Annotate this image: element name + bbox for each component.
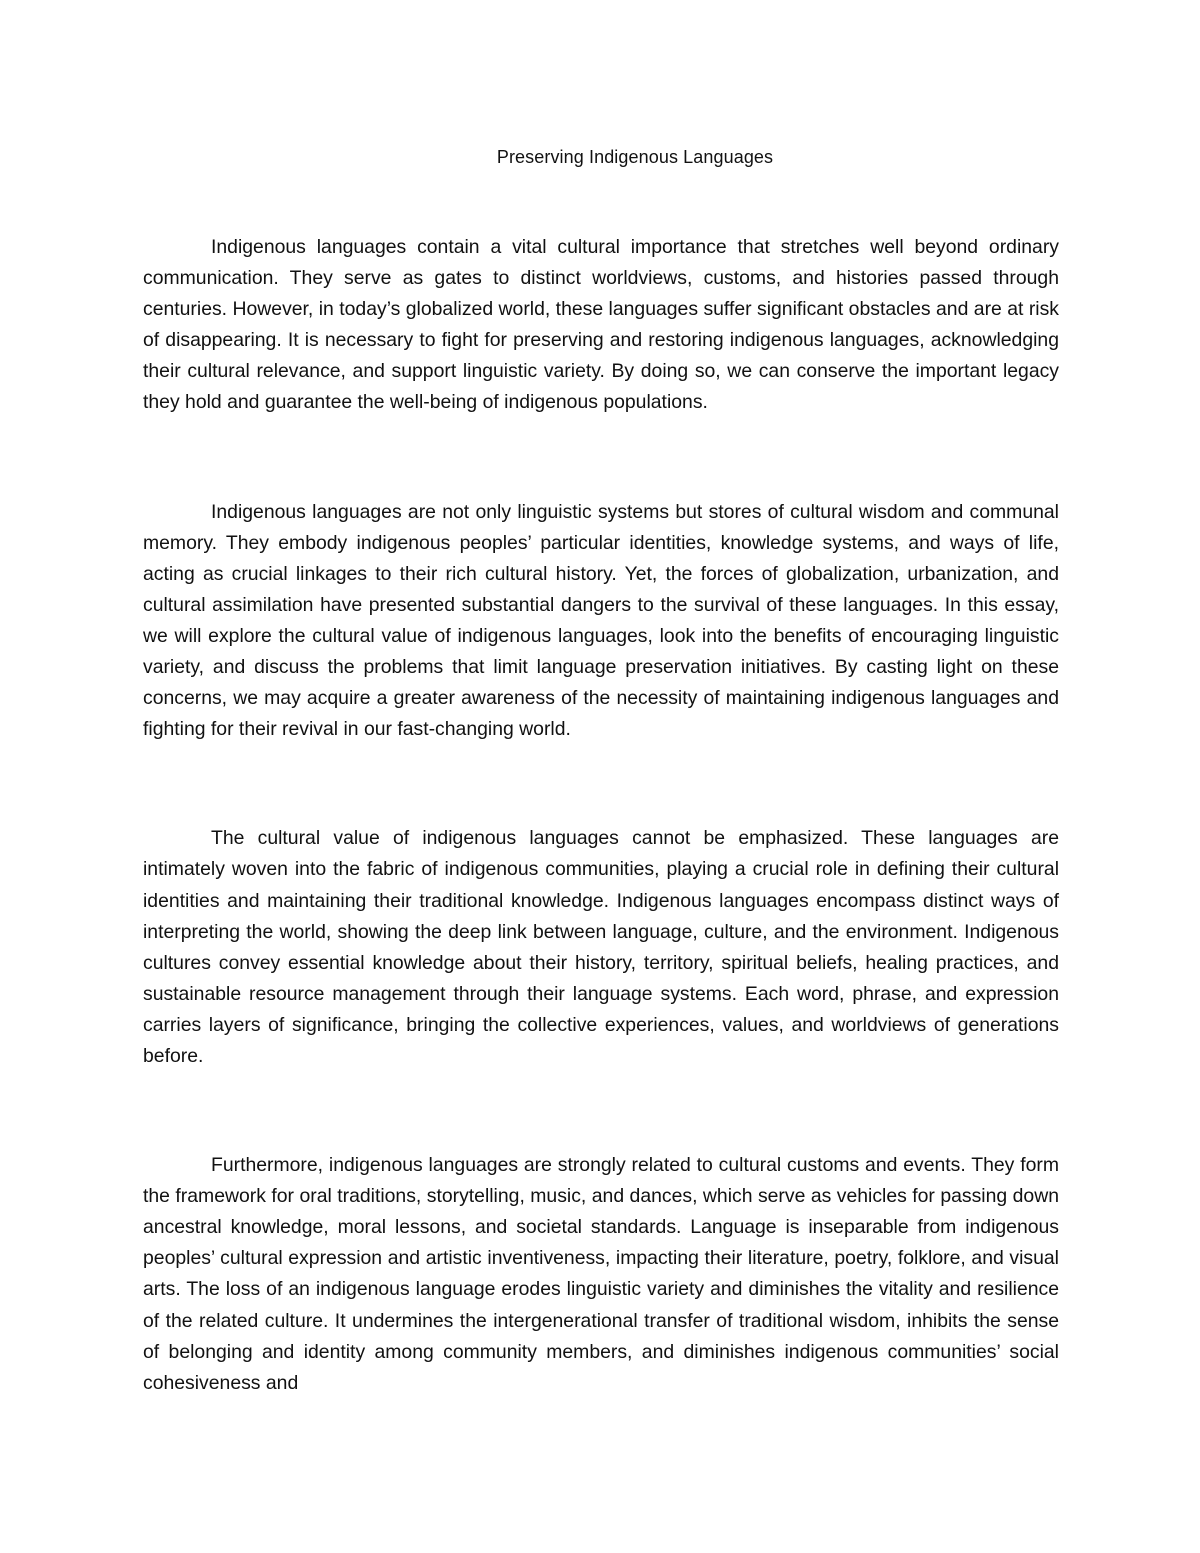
paragraph-1: Indigenous languages contain a vital cultural importance that stretches well beyond ordinary communication. They serve as gates to distinct worldviews, customs, and histories passed through centuries. However, in today’s globalized world, these languages suffer significant obstacles and are at risk of disappearing. It is necessary to fight for preserving and restoring indigenous languages, acknowledging their cultural relevance, and support linguistic variety. By doing so, we can conserve the important legacy they hold and guarantee the well-being of indigenous populations. bbox=[143, 236, 1059, 414]
paragraph-4: Furthermore, indigenous languages are strongly related to cultural customs and events. They form the framework for oral traditions, storytelling, music, and dances, which serve as vehicles for passing down ancestral knowledge, moral lessons, and societal standards. Language is inseparable from indigenous peoples’ cultural expression and artistic inventiveness, impacting their literature, poetry, folklore, and visual arts. The loss of an indigenous language erodes linguistic variety and diminishes the vitality and resilience of the related culture. It undermines the intergenerational transfer of traditional wisdom, inhibits the sense of belonging and identity among community members, and diminishes indigenous communities’ social cohesiveness and bbox=[143, 1154, 1059, 1394]
paragraph-3: The cultural value of indigenous languages cannot be emphasized. These languages are intimately woven into the fabric of indigenous communities, playing a crucial role in defining their cultural identities and maintaining their traditional knowledge. Indigenous languages encompass distinct ways of interpreting the world, showing the deep link between language, culture, and the environment. Indigenous cultures convey essential knowledge about their history, territory, spiritual beliefs, healing practices, and sustainable resource management through their language systems. Each word, phrase, and expression carries layers of significance, bringing the collective experiences, values, and worldviews of generations before. bbox=[143, 827, 1059, 1067]
paragraph-2: Indigenous languages are not only linguistic systems but stores of cultural wisdom and communal memory. They embody indigenous peoples’ particular identities, knowledge systems, and ways of life, acting as crucial linkages to their rich cultural history. Yet, the forces of globalization, urbanization, and cultural assimilation have presented substantial dangers to the survival of these languages. In this essay, we will explore the cultural value of indigenous languages, look into the benefits of encouraging linguistic variety, and discuss the problems that limit language preservation initiatives. By casting light on these concerns, we may acquire a greater awareness of the necessity of maintaining indigenous languages and fighting for their revival in our fast-changing world. bbox=[143, 500, 1059, 741]
document-title: Preserving Indigenous Languages bbox=[496, 147, 774, 167]
document-body bbox=[143, 232, 1059, 1399]
